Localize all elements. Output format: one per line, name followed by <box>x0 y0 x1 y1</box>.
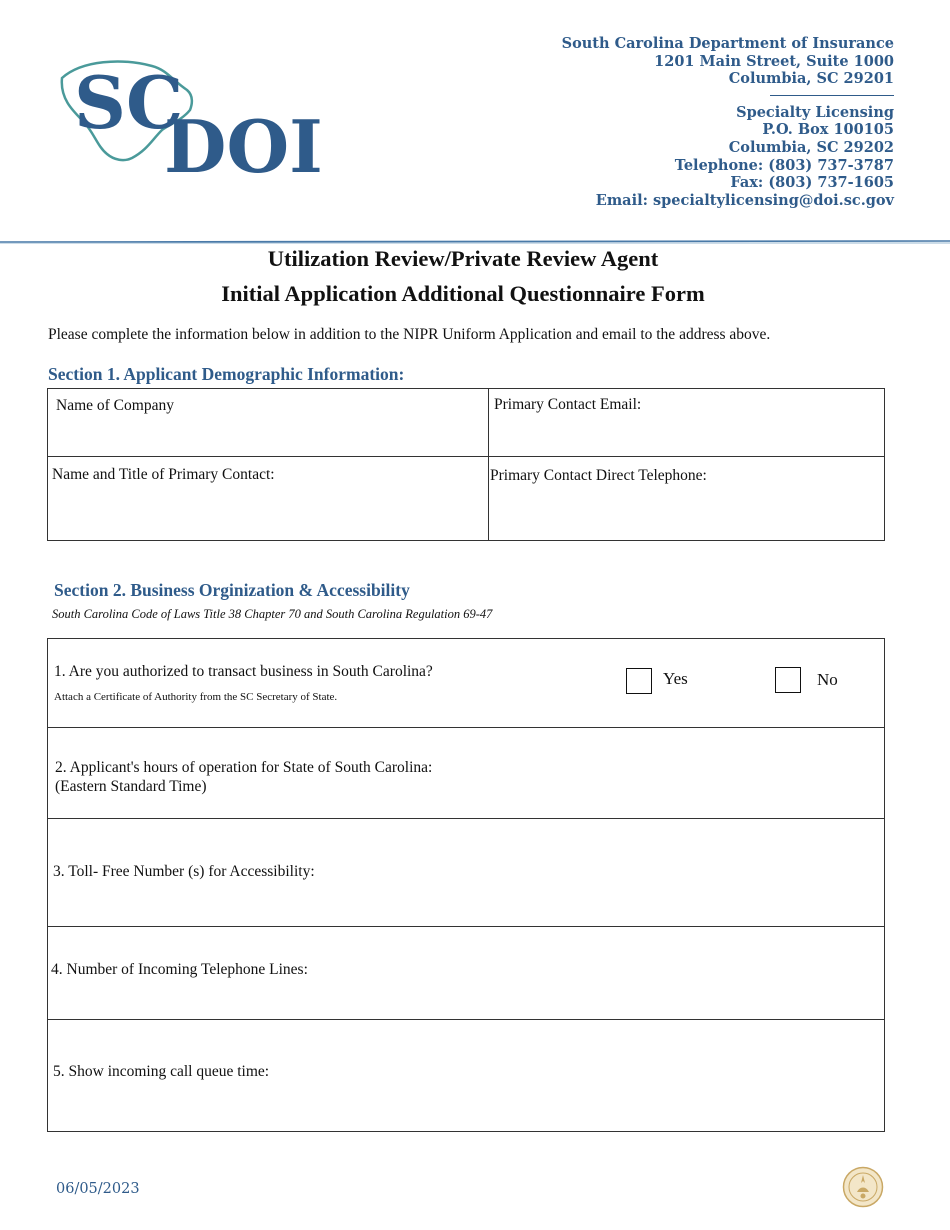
po-box: P.O. Box 100105 <box>762 121 894 139</box>
q1-label: 1. Are you authorized to transact business in South Carolina? <box>54 663 433 680</box>
agency-street: 1201 Main Street, Suite 1000 <box>654 52 894 70</box>
contact-phone-field[interactable]: Primary Contact Direct Telephone: <box>490 467 707 484</box>
q2-label: 2. Applicant's hours of operation for State of South Carolina: <box>55 759 433 776</box>
form-title-line2: Initial Application Additional Questionnaire Form <box>221 281 705 306</box>
row-divider <box>48 727 884 728</box>
row-divider <box>48 926 884 927</box>
division-name: Specialty Licensing <box>736 103 894 121</box>
section2-title: Section 2. Business Orginization & Accessibility <box>54 580 410 600</box>
q4-label: 4. Number of Incoming Telephone Lines: <box>51 961 308 978</box>
email-contact: Email: specialtylicensing@doi.sc.gov <box>595 191 894 209</box>
agency-city: Columbia, SC 29201 <box>728 70 894 88</box>
section2-subtitle: South Carolina Code of Laws Title 38 Chapter 70 and South Carolina Regulation 69-47 <box>52 607 493 621</box>
logo-doi-text: DOI <box>164 104 323 185</box>
form-revision-date: 06/05/2023 <box>56 1181 140 1197</box>
q5-label: 5. Show incoming call queue time: <box>53 1063 270 1080</box>
row-divider <box>48 1019 884 1020</box>
section1-title: Section 1. Applicant Demographic Information: <box>48 364 405 384</box>
q1-no-checkbox[interactable] <box>775 667 801 693</box>
row-divider <box>48 818 884 819</box>
intro-text: Please complete the information below in addition to the NIPR Uniform Application and email to the address above. <box>48 326 771 343</box>
header-divider <box>0 238 950 246</box>
q2-sublabel: (Eastern Standard Time) <box>55 778 207 795</box>
fax: Fax: (803) 737-1605 <box>730 174 894 192</box>
q1-note: Attach a Certificate of Authority from the SC Secretary of State. <box>54 691 338 703</box>
po-city: Columbia, SC 29202 <box>728 138 894 156</box>
company-name-field[interactable]: Name of Company <box>56 397 174 414</box>
scdoi-logo <box>52 50 332 185</box>
agency-address-block <box>534 35 894 209</box>
form-title-line1: Utilization Review/Private Review Agent <box>267 246 659 271</box>
contact-name-title-field[interactable]: Name and Title of Primary Contact: <box>52 466 275 483</box>
logo-sc-text: SC <box>74 60 184 145</box>
contact-email-field[interactable]: Primary Contact Email: <box>494 396 642 413</box>
telephone: Telephone: (803) 737-3787 <box>674 156 894 174</box>
address-divider <box>770 95 894 96</box>
state-seal-icon <box>842 1166 884 1208</box>
q1-yes-checkbox[interactable] <box>626 668 652 694</box>
q1-no-label: No <box>817 670 838 689</box>
q1-yes-label: Yes <box>663 669 688 688</box>
section2-table <box>47 638 885 1132</box>
section1-col-divider <box>488 389 489 540</box>
section1-row-divider <box>48 456 884 457</box>
agency-name: South Carolina Department of Insurance <box>561 35 894 52</box>
q3-label: 3. Toll- Free Number (s) for Accessibility: <box>53 863 315 880</box>
section1-table <box>47 388 885 541</box>
